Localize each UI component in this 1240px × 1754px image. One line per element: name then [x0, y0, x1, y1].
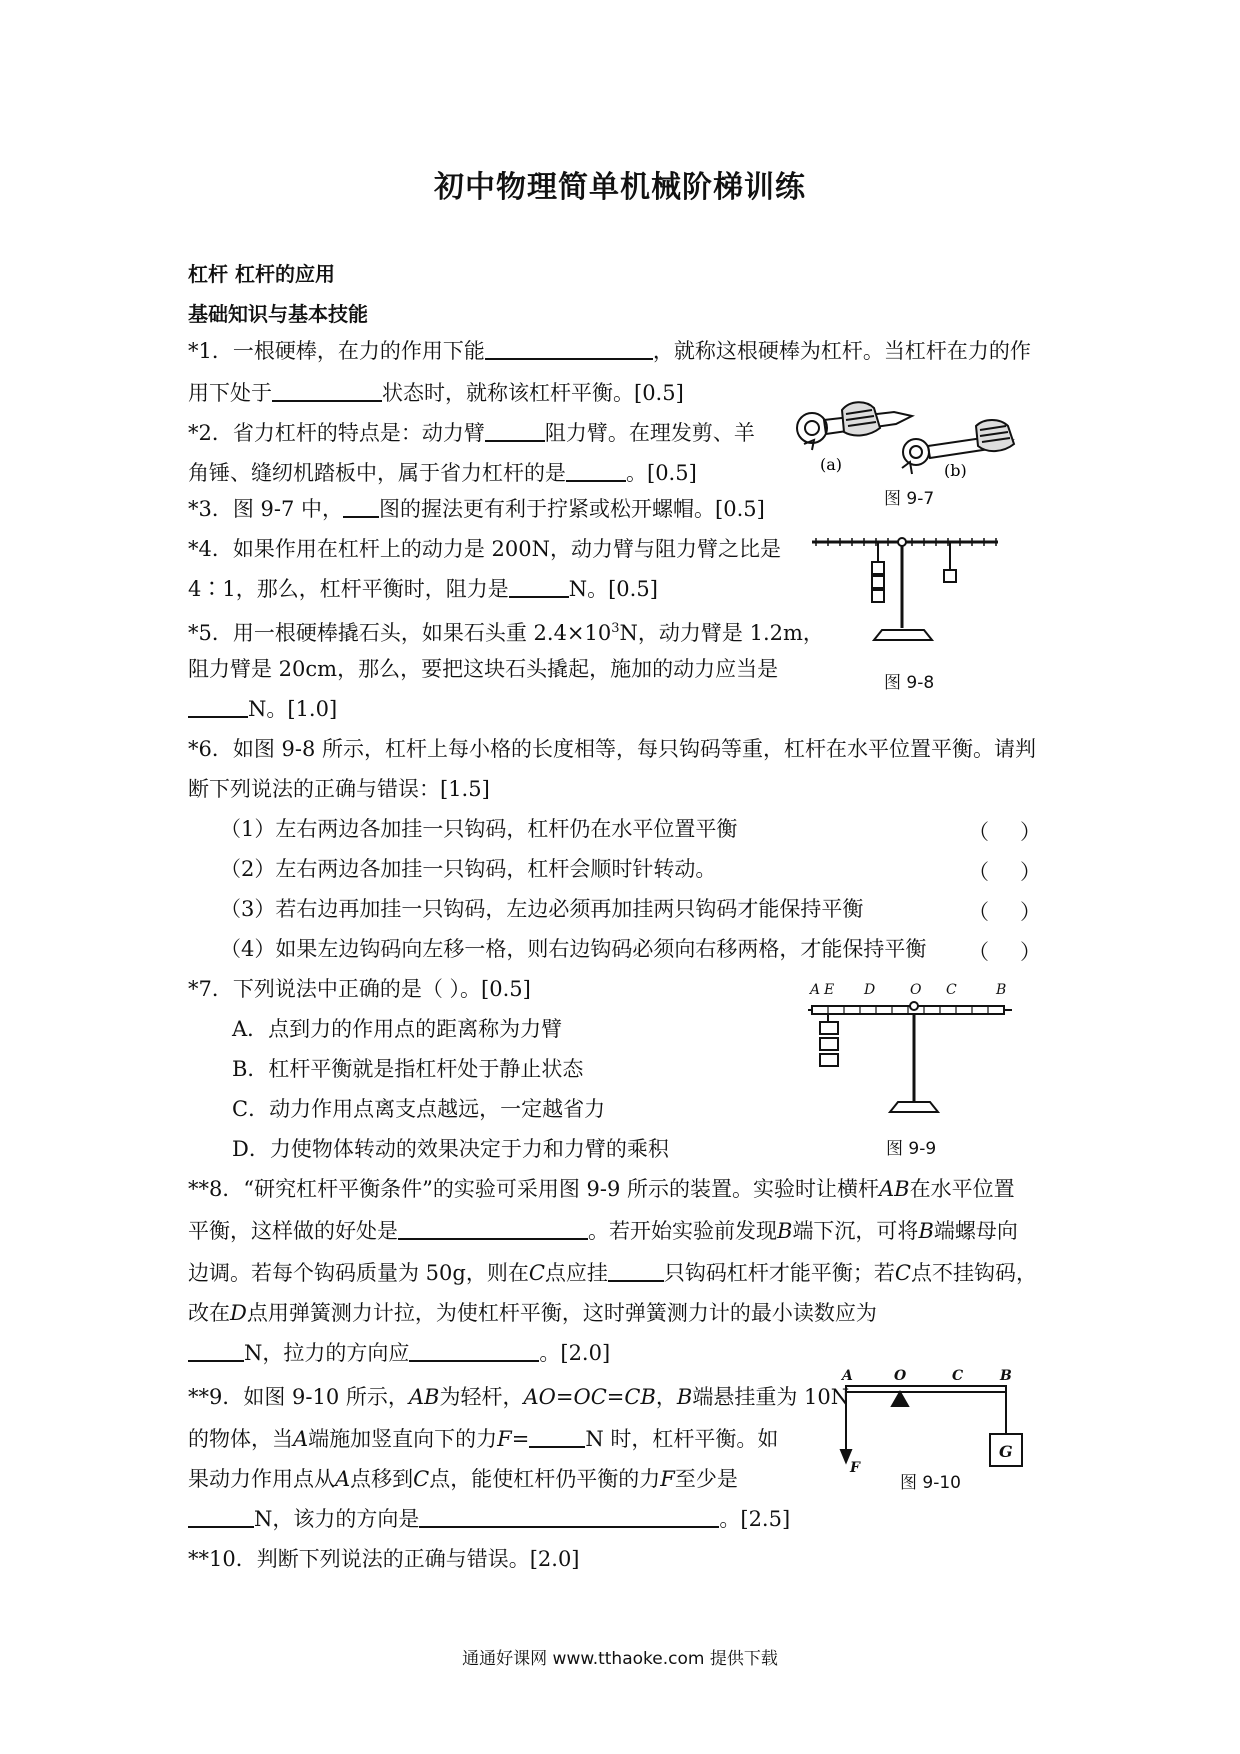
question-9-line-1: **9．如图 9-10 所示，AB为轻杆，AO=OC=CB，B端悬挂重为 10N	[188, 1385, 850, 1409]
answer-blank[interactable]	[409, 1340, 539, 1362]
answer-blank[interactable]	[529, 1426, 585, 1448]
question-8-line-2: 平衡，这样做的好处是 。若开始实验前发现B端下沉，可将B端螺母向	[188, 1219, 1018, 1243]
answer-blank[interactable]	[566, 460, 626, 482]
question-5-line-1: *5．用一根硬棒撬石头，如果石头重 $2.4\times 10^3N$，动力臂是 1.2m，	[188, 621, 824, 645]
point-label-a: A	[842, 1368, 853, 1384]
question-7-option-a[interactable]: A．点到力的作用点的距离称为力臂	[232, 1017, 563, 1041]
question-10: **10．判断下列说法的正确与错误。[2.0]	[188, 1547, 580, 1571]
figure-9-7-wrench-image	[784, 388, 1024, 478]
page-title: 初中物理简单机械阶梯训练	[434, 170, 806, 205]
question-6-item-4: （4）如果左边钩码向左移一格，则右边钩码必须向右移两格，才能保持平衡	[220, 937, 927, 961]
question-8-line-1: **8．“研究杠杆平衡条件”的实验可采用图 9-9 所示的装置。实验时让横杆AB在水平位置	[188, 1177, 1015, 1201]
weight-label-g: G	[999, 1442, 1013, 1461]
question-7-option-b[interactable]: B．杠杆平衡就是指杠杆处于静止状态	[232, 1057, 584, 1081]
answer-blank[interactable]	[485, 420, 545, 442]
section-heading: 杠杆 杠杆的应用	[188, 262, 335, 286]
page-footer: 通通好课网 www.tthaoke.com 提供下载	[462, 1649, 778, 1669]
light-rod	[846, 1386, 1006, 1392]
point-label-c: C	[946, 982, 957, 998]
question-5-line-3: N。[1.0]	[188, 696, 337, 722]
answer-blank[interactable]	[398, 1218, 588, 1240]
answer-parentheses[interactable]: （ ）	[968, 820, 1041, 844]
answer-blank[interactable]	[343, 496, 379, 518]
question-9-line-2: 的物体，当A端施加竖直向下的力F= N 时，杠杆平衡。如	[188, 1427, 779, 1451]
force-label-f: F	[850, 1460, 860, 1476]
answer-blank[interactable]	[188, 696, 248, 718]
answer-blank[interactable]	[509, 576, 569, 598]
question-7-option-c[interactable]: C．动力作用点离支点越远，一定越省力	[232, 1097, 606, 1121]
wrench-a-illustration	[797, 402, 912, 450]
point-label-o: O	[894, 1368, 907, 1384]
question-6-item-2: （2）左右两边各加挂一只钩码，杠杆会顺时针转动。	[220, 857, 717, 881]
question-2-line-1: *2．省力杠杆的特点是：动力臂 阻力臂。在理发剪、羊	[188, 421, 755, 445]
question-9-line-4: N，该力的方向是 。[2.5]	[188, 1506, 790, 1532]
figure-9-10-lever-image	[836, 1366, 1036, 1476]
question-4-line-1: *4．如果作用在杠杆上的动力是 200N，动力臂与阻力臂之比是	[188, 537, 781, 561]
question-8-line-3: 边调。若每个钩码质量为 50g，则在C点应挂 只钩码杠杆才能平衡；若C点不挂钩码，	[188, 1261, 1037, 1285]
question-8-line-5: N，拉力的方向应 。[2.0]	[188, 1340, 610, 1366]
right-weights	[944, 542, 956, 582]
answer-parentheses[interactable]: （ ）	[968, 940, 1041, 964]
figure-9-7-label-b: (b)	[944, 461, 967, 478]
stand-base	[874, 630, 932, 640]
figure-9-8-lever-image	[808, 528, 1004, 650]
point-label-a: A	[810, 982, 821, 998]
question-5-line-2: 阻力臂是 20cm，那么，要把这块石头撬起，施加的动力应当是	[188, 657, 779, 681]
answer-blank[interactable]	[272, 380, 382, 402]
point-label-d: D	[864, 982, 876, 998]
figure-9-7-caption: 图 9-7	[884, 489, 935, 509]
point-label-c: C	[952, 1368, 964, 1384]
question-3: *3．图 9-7 中， 图的握法更有利于拧紧或松开螺帽。[0.5]	[188, 497, 765, 521]
answer-parentheses[interactable]: （ ）	[968, 860, 1041, 884]
question-1-line-1: *1．一根硬棒，在力的作用下能 ，就称这根硬棒为杠杆。当杠杆在力的作	[188, 339, 1031, 363]
question-8-line-4: 改在D点用弹簧测力计拉，为使杠杆平衡，这时弹簧测力计的最小读数应为	[188, 1301, 877, 1325]
answer-blank[interactable]	[608, 1260, 664, 1282]
answer-blank[interactable]	[419, 1506, 719, 1528]
figure-9-9-caption: 图 9-9	[886, 1139, 937, 1159]
pivot	[898, 538, 906, 546]
answer-parentheses[interactable]: （ ）	[968, 900, 1041, 924]
point-label-b: B	[996, 982, 1007, 998]
point-label-b: B	[1000, 1368, 1012, 1384]
question-6-line-2: 断下列说法的正确与错误：[1.5]	[188, 777, 490, 801]
question-2-line-2: 角锤、缝纫机踏板中，属于省力杠杆的是 。[0.5]	[188, 461, 697, 485]
answer-blank[interactable]	[485, 338, 653, 360]
hanging-weights	[820, 1014, 838, 1066]
section-subtitle: 基础知识与基本技能	[188, 302, 368, 326]
point-label-o: O	[910, 982, 922, 998]
left-weights	[872, 542, 884, 602]
question-6-line-1: *6．如图 9-8 所示，杠杆上每小格的长度相等，每只钩码等重，杠杆在水平位置平衡。请判	[188, 737, 1037, 761]
figure-9-8-caption: 图 9-8	[884, 673, 935, 693]
figure-9-7-label-a: (a)	[820, 455, 843, 474]
figure-9-10-caption: 图 9-10	[900, 1473, 961, 1493]
question-4-line-2: 4∶1，那么，杠杆平衡时，阻力是 N。[0.5]	[188, 577, 658, 601]
answer-blank[interactable]	[188, 1506, 254, 1528]
question-7-option-d[interactable]: D．力使物体转动的效果决定于力和力臂的乘积	[232, 1137, 669, 1161]
question-6-item-1: （1）左右两边各加挂一只钩码，杠杆仍在水平位置平衡	[220, 817, 738, 841]
question-6-item-3: （3）若右边再加挂一只钩码，左边必须再加挂两只钩码才能保持平衡	[220, 897, 864, 921]
pivot	[910, 1002, 918, 1010]
point-label-e: E	[824, 982, 835, 998]
fulcrum	[892, 1392, 908, 1406]
question-7: *7．下列说法中正确的是（ ）。[0.5]	[188, 977, 531, 1001]
answer-blank[interactable]	[188, 1340, 244, 1362]
question-9-line-3: 果动力作用点从A点移到C点，能使杠杆仍平衡的力F至少是	[188, 1467, 738, 1491]
question-1-line-2: 用下处于 状态时，就称该杠杆平衡。[0.5]	[188, 381, 684, 405]
figure-9-9-lever-image	[806, 980, 1022, 1118]
stand-base	[890, 1102, 938, 1112]
